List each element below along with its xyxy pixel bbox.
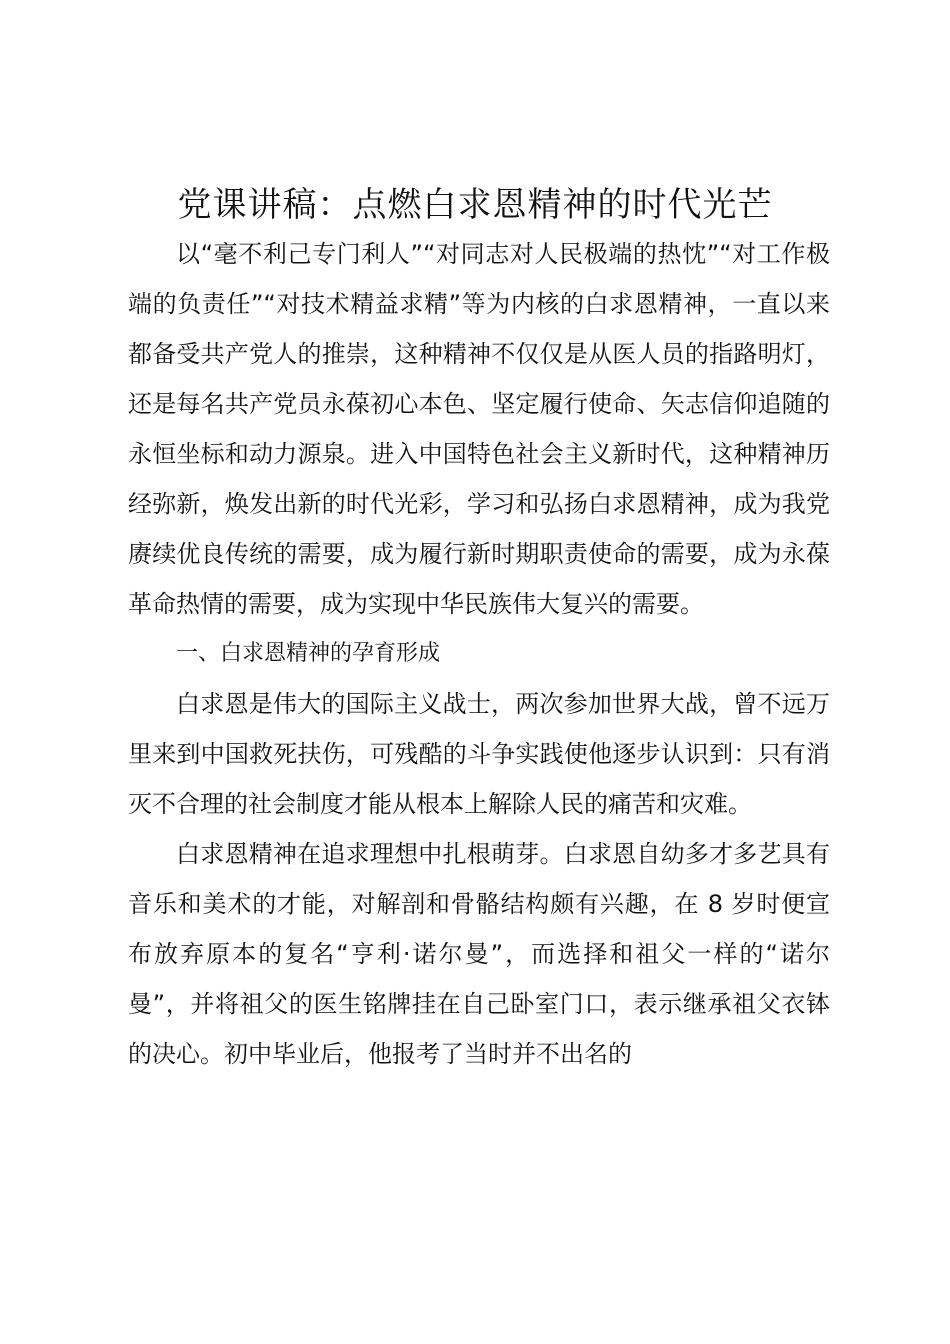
section-paragraph-1: 白求恩是伟大的国际主义战士，两次参加世界大战，曾不远万里来到中国救死扶伤，可残酷的斗争实践使他逐步认识到：只有消灭不合理的社会制度才能从根本上解除人民的痛苦和灾难。	[128, 690, 830, 818]
section-heading: 一、白求恩精神的孕育形成	[176, 641, 441, 666]
section-paragraph-2: 白求恩精神在追求理想中扎根萌芽。白求恩自幼多才多艺具有音乐和美术的才能，对解剖和骨骼结构颇有兴趣，在 8 岁时便宣布放弃原本的复名“亨利·诺尔曼”，而选择和祖父一样的“诺尔曼”，并将祖父的医生铭牌挂在自己卧室门口，表示继承祖父衣钵的决心。初中毕业后，他报考了当时并不出名的	[128, 840, 830, 1068]
document-body	[128, 229, 830, 1079]
document-title: 党课讲稿：点燃白求恩精神的时代光芒	[177, 185, 773, 225]
intro-paragraph: 以“毫不利己专门利人”“对同志对人民极端的热忱”“对工作极端的负责任”“对技术精益求精”等为内核的白求恩精神，一直以来都备受共产党人的推崇，这种精神不仅仅是从医人员的指路明灯，还是每名共产党员永葆初心本色、坚定履行使命、矢志信仰追随的永恒坐标和动力源泉。进入中国特色社会主义新时代，这种精神历经弥新，焕发出新的时代光彩，学习和弘扬白求恩精神，成为我党赓续优良传统的需要，成为履行新时期职责使命的需要，成为永葆革命热情的需要，成为实现中华民族伟大复兴的需要。	[128, 240, 830, 618]
